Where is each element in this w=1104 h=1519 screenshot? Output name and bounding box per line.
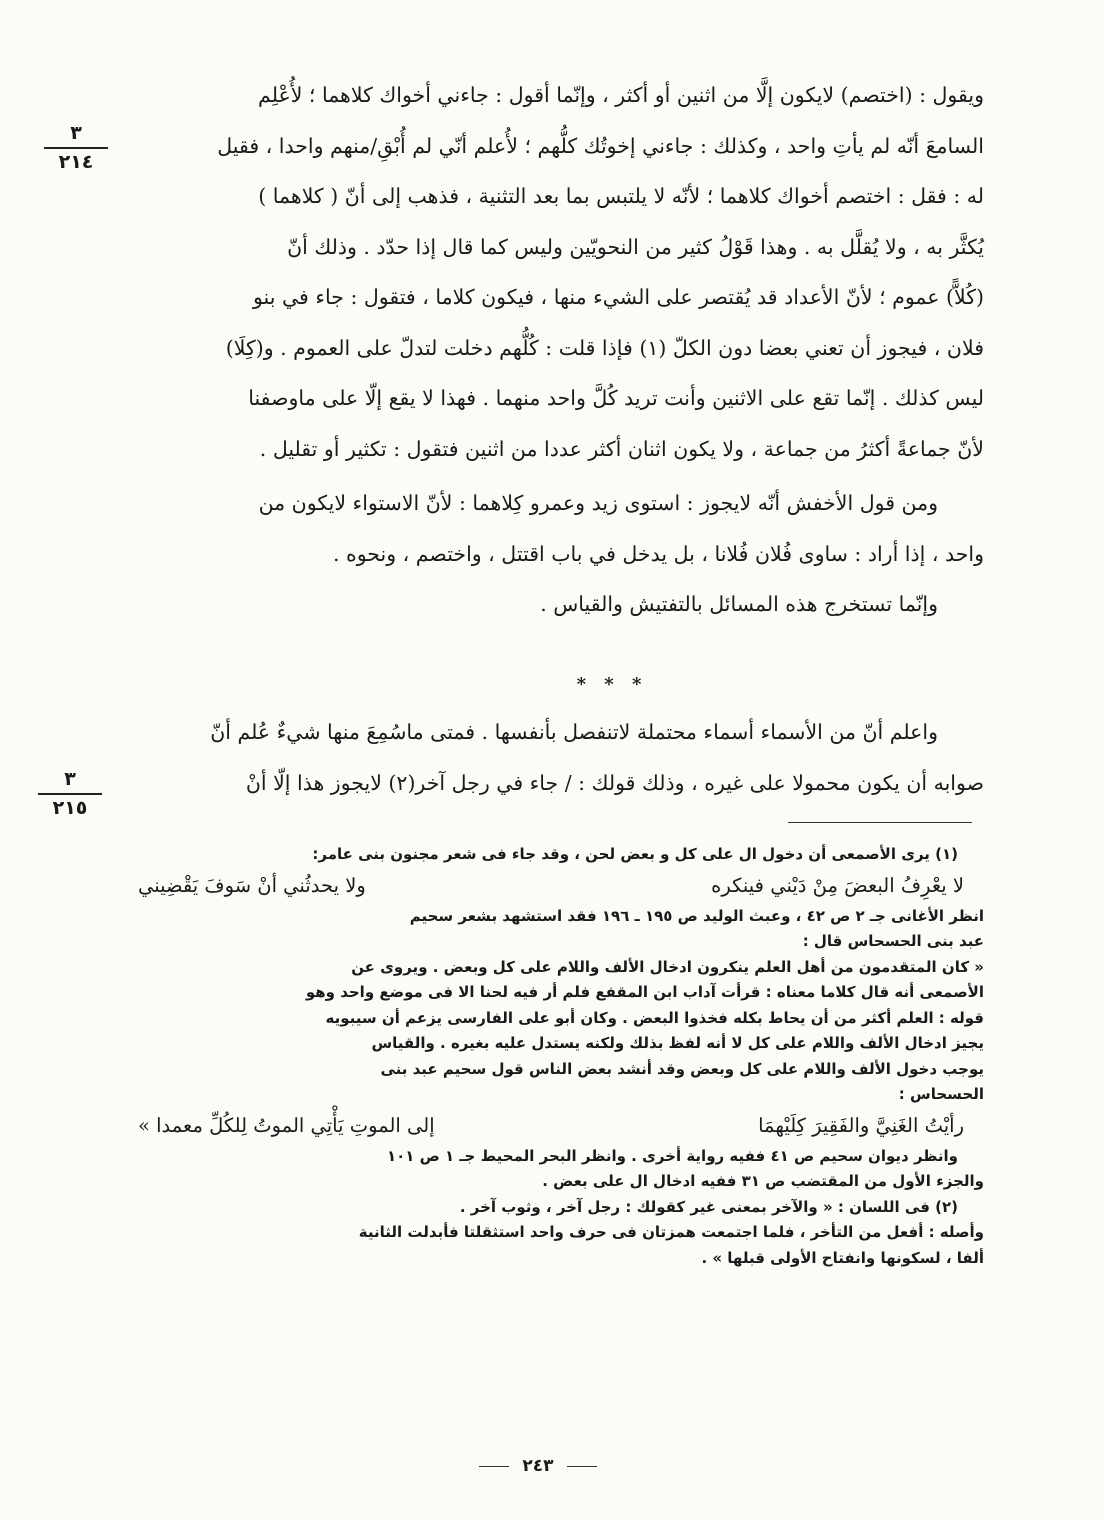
text-line: له : فقل : اختصم أخواك كلاهما ؛ لأنّه لا يلتبس بما بعد التثنية ، فذهب إلى أنّ ( كلاهما ) — [258, 184, 984, 208]
verse-hemistich: لا يعْرِفُ البعضَ مِنْ دَيْني فينكره — [711, 873, 964, 897]
page-number — [0, 1456, 1090, 1476]
section-separator: * * * — [576, 674, 648, 695]
footnotes-block — [118, 842, 984, 1271]
verse-line — [118, 1108, 984, 1144]
verse-hemistich: ولا يحدثُني أنْ سَوفَ يَقْضِيني — [138, 873, 366, 897]
footnote-line: يوجب دخول الألف واللام على كل وبعض وقد أنشد بعض الناس قول سحيم عبد بنى — [380, 1059, 984, 1078]
text-line: ليس كذلك . إنّما تقع على الاثنين وأنت تريد كُلَّ واحد منهما . فهذا لا يقع إلّا على ماوصفنا — [248, 386, 984, 410]
margin-volume: ٣ — [64, 768, 76, 790]
footnote-line: ألفا ، لسكونها وانفتاح الأولى قبلها » . — [701, 1248, 984, 1267]
main-text-block — [118, 70, 984, 630]
text-line: يُكثَّر به ، ولا يُقلَّل به . وهذا قَوْلُ كثير من النحويّين وليس كما قال إذا حدّد . وذلك أنّ — [287, 234, 984, 259]
footnote-line: وانظر ديوان سحيم ص ٤١ ففيه رواية أخرى . وانظر البحر المحيط جـ ١ ص ١٠١ — [386, 1146, 958, 1165]
margin-volume: ٣ — [70, 122, 82, 144]
footnote-line: والجزء الأول من المقتضب ص ٣١ ففيه ادخال ال على بعض . — [542, 1172, 984, 1190]
footnote-line: (٢) فى اللسان : « والآخر بمعنى غير كقولك : رجل آخر ، وثوب آخر . — [459, 1197, 958, 1216]
verse-hemistich: إلى الموتِ يَأْتِي الموتُ لِلكُلِّ معمدا » — [138, 1113, 435, 1137]
footnote-line: عبد بنى الحسحاس قال : — [802, 932, 984, 950]
text-line: لأنّ جماعةً أكثرُ من جماعة ، ولا يكون اثنان أكثر عددا من اثنين فتقول : تكثير أو تقليل . — [259, 436, 984, 461]
verse-line — [118, 868, 984, 904]
footnote-line: الأصمعى أنه قال كلاما معناه : قرأت آداب ابن المقفع فلم أر فيه لحنا الا فى موضع واحد وهو — [305, 983, 984, 1001]
margin-page: ٢١٥ — [52, 797, 88, 819]
text-line: فلان ، فيجوز أن تعني بعضا دون الكلّ (١) فإذا قلت : كُلُّهم دخلت لتدلّ على العموم . و(كِلَا) — [225, 335, 984, 360]
footnote-line: وأصله : أفعل من التأخر ، فلما اجتمعت همزتان فى حرف واحد استثقلتا فأبدلت الثانية — [358, 1223, 984, 1241]
text-line: ومن قول الأخفش أنّه لايجوز : استوى زيد وعمرو كِلاهما : لأنّ الاستواء لايكون من — [258, 491, 938, 515]
text-line: وإنّما تستخرج هذه المسائل بالتفتيش والقياس . — [540, 592, 938, 616]
footnote-line: يجيز ادخال الألف واللام على كل لا أنه لفظ بذلك ولكنه يستدل عليه بغيره . والقياس — [371, 1034, 984, 1052]
footnote-line: قوله : العلم أكثر من أن يحاط بكله فخذوا البعض . وكان أبو على الفارسى يزعم أن سيبويه — [325, 1008, 984, 1027]
verse-hemistich: رأيْتُ الغَنِيَّ والفَقِيرَ كِلَيْهمَا — [758, 1113, 964, 1137]
footnote-line: « كان المتقدمون من أهل العلم ينكرون ادخال الألف واللام على كل وبعض . ويروى عن — [351, 957, 984, 976]
footnote-line: الحسحاس : — [898, 1085, 984, 1103]
text-line: واعلم أنّ من الأسماء أسماء محتملة لاتنفصل بأنفسها . فمتى ماسُمِعَ منها شيءٌ عُلم أنّ — [210, 720, 938, 744]
main-text-block-2 — [118, 707, 984, 808]
margin-rule — [44, 147, 108, 149]
footnote-line: انظر الأغانى جـ ٢ ص ٤٢ ، وعبث الوليد ص ١٩٥ ـ ١٩٦ فقد استشهد بشعر سحيم — [409, 906, 984, 925]
margin-reference — [36, 122, 116, 173]
text-line: ويقول : (اختصم) لايكون إلَّا من اثنين أو أكثر ، وإنّما أقول : جاءني أخواك كلاهما ؛ لأُعْلِم — [258, 83, 984, 107]
footnote-line: (١) يرى الأصمعى أن دخول ال على كل و بعض لحن ، وقد جاء فى شعر مجنون بنى عامر: — [312, 845, 958, 863]
margin-page: ٢١٤ — [58, 151, 94, 173]
text-line: (كُلاًّ) عموم ؛ لأنّ الأعداد قد يُقتصر على الشيء منها ، فيكون كلاما ، فتقول : جاء في بنو — [252, 285, 984, 309]
page-number-dash — [567, 1466, 597, 1467]
margin-rule — [38, 793, 102, 795]
page-number-value: ٢٤٣ — [522, 1456, 554, 1476]
text-line: واحد ، إذا أراد : ساوى فُلان فُلانا ، بل يدخل في باب اقتتل ، واختصم ، ونحوه . — [332, 541, 984, 566]
margin-reference — [30, 768, 110, 819]
page-number-dash — [479, 1466, 509, 1467]
footnote-divider — [788, 822, 972, 823]
text-line: صوابه أن يكون محمولا على غيره ، وذلك قولك : / جاء في رجل آخر(٢) لايجوز هذا إلّا أنْ — [245, 770, 984, 795]
text-line: السامعَ أنّه لم يأتِ واحد ، وكذلك : جاءني إخوتُك كلُّهم ؛ لأُعلم أنّي لم أُبْقِ/منهم واحدا ، فقيل — [217, 133, 984, 158]
